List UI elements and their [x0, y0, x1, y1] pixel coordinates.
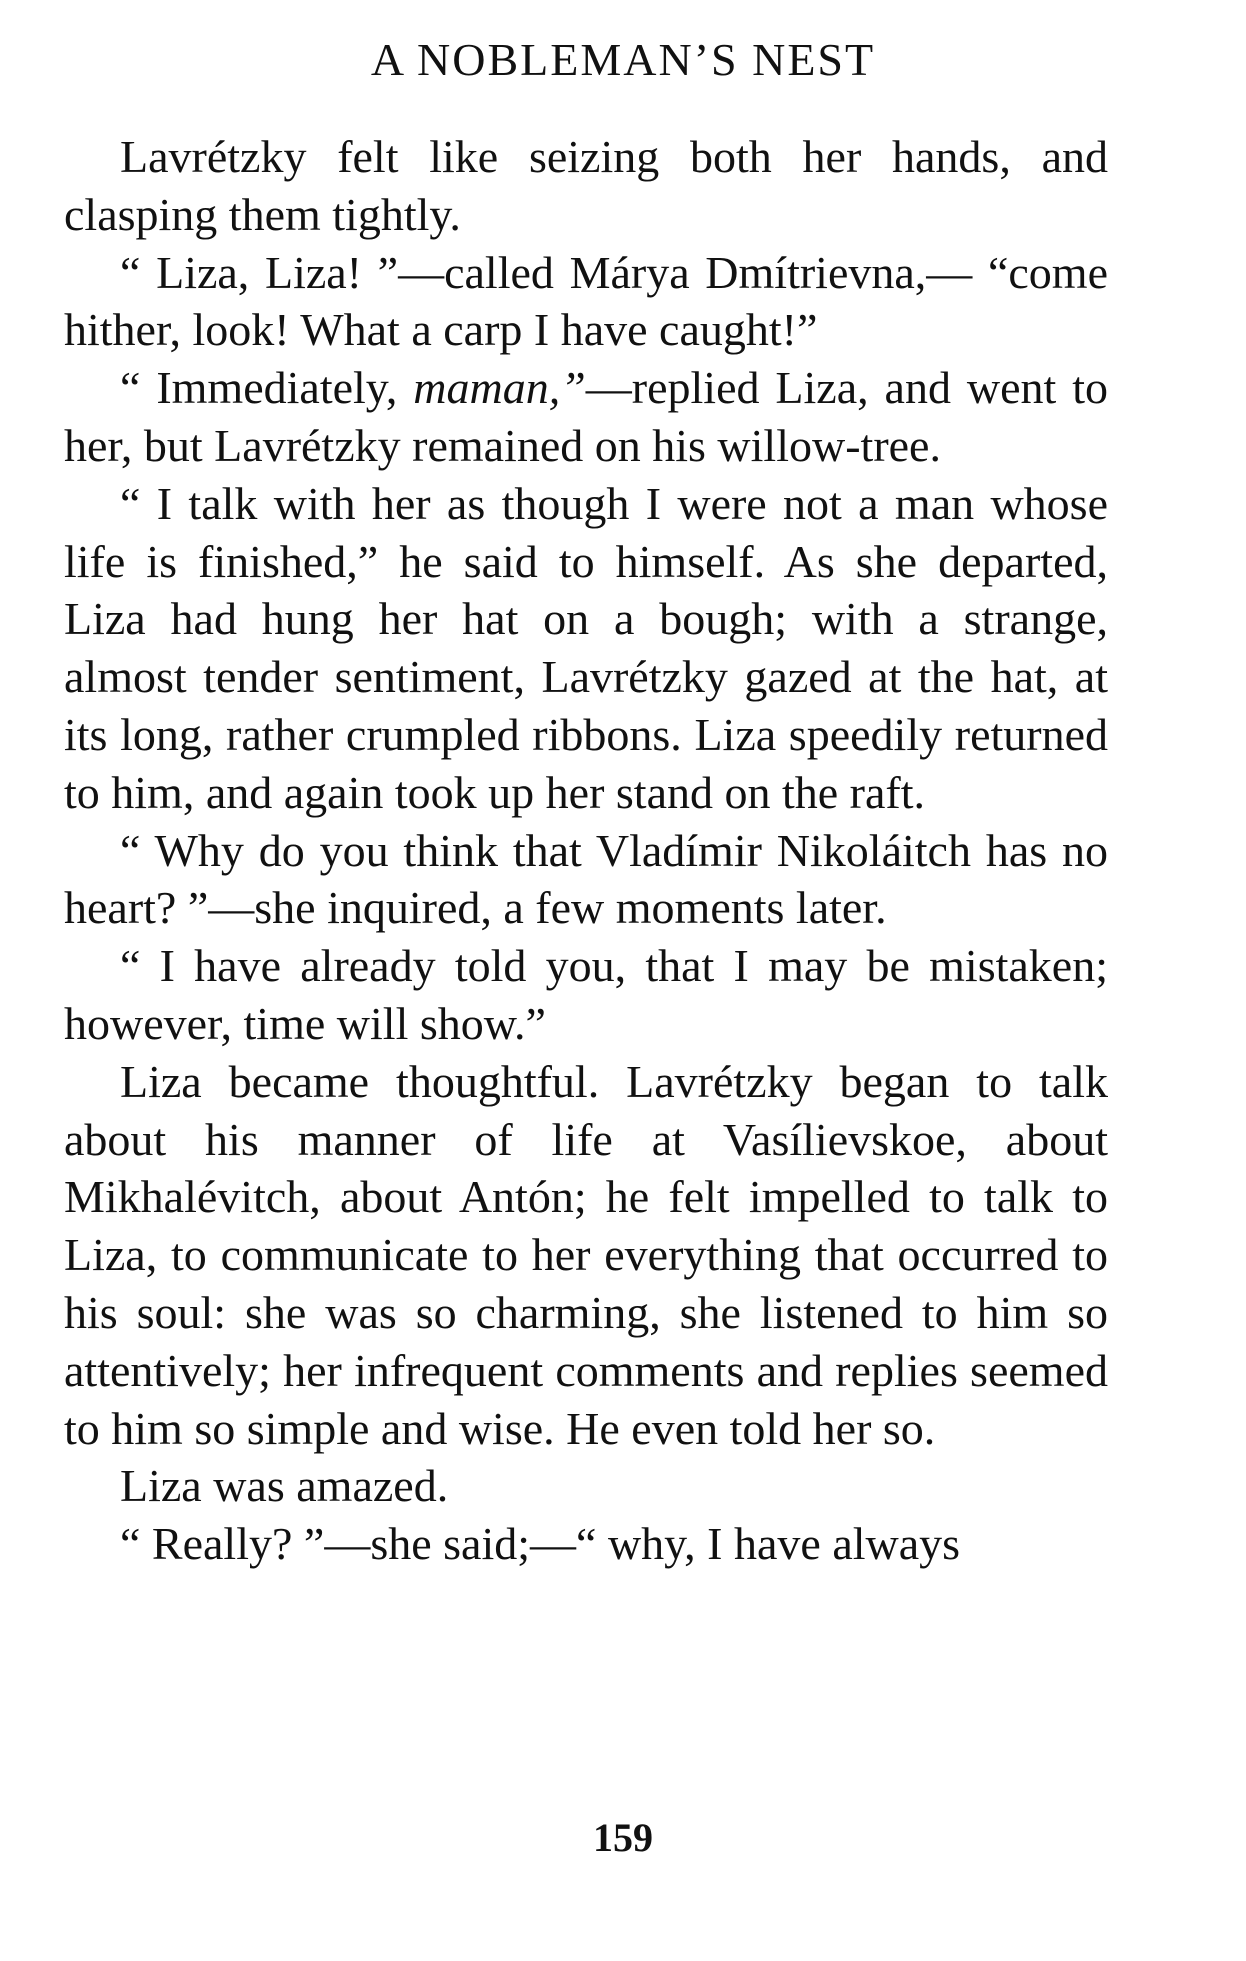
- paragraph-4: “ I talk with her as though I were not a man whose life is finished,” he said to himself. As she departed, Liza had hung her hat on a bough; with a strange, almost tender sentiment, Lavrétzky gazed at the hat, at its long, rather crumpled ribbons. Liza speedily returned to him, and again took up her stand on the raft.: [64, 477, 1108, 818]
- paragraph-3-rest: —replied Liza, and went to her, but Lavrétzky remained on his willow-tree.: [64, 362, 1108, 471]
- paragraph-1: Lavrétzky felt like seizing both her hands, and clasping them tightly.: [64, 131, 1108, 240]
- paragraph-2: “ Liza, Liza! ”—called Márya Dmítrievna,— “come hither, look! What a carp I have caught!”: [64, 246, 1108, 356]
- paragraph-7: Liza became thoughtful. Lavrétzky began to talk about his manner of life at Vasílievskoe, about Mikhalévitch, about Antón; he felt impelled to talk to Liza, to communicate to her everything that occurred to his soul: she was so charming, she listened to him so attentively; her infrequent comments and replies seemed to him so simple and wise. He even told her so.: [64, 1055, 1108, 1454]
- body-text: [64, 128, 1108, 1573]
- paragraph-3: [64, 359, 1108, 475]
- page-number: 159: [593, 1815, 653, 1860]
- running-head: A NOBLEMAN’S NEST: [370, 34, 876, 85]
- paragraph-5: “ Why do you think that Vladímir Nikoláitch has no heart? ”—she inquired, a few moments later.: [64, 824, 1108, 934]
- italic-word: maman,”: [413, 362, 586, 414]
- paragraph-8: Liza was amazed.: [120, 1460, 449, 1512]
- paragraph-9: “ Really? ”—she said;—“ why, I have always: [120, 1518, 961, 1570]
- paragraph-6: “ I have already told you, that I may be mistaken; however, time will show.”: [64, 940, 1108, 1049]
- paragraph-3-lead: “ Immediately,: [120, 362, 414, 414]
